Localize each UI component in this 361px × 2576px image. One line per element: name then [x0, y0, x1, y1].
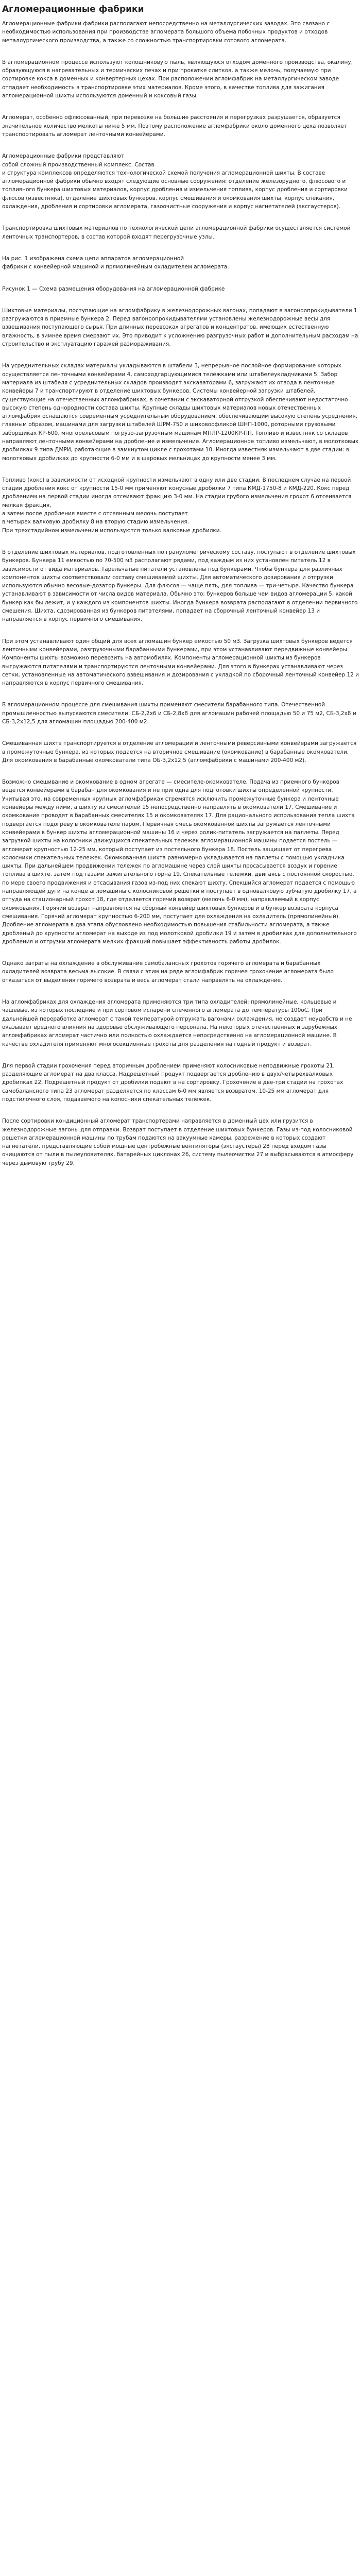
paragraph: В агломерационном процессе используют колошниковую пыль, являющуюся отходом доменного производства, окалину, образующуюся в нагревательных и термических печах и при прокатке слитков, а также мелочь, получаемую при сортировке кокса в доменных и конвертерных цехах. При расположении агломфабрик на металлургическом заводе отпадает необходимость в транспортировке этих материалов. Кроме этого, в качестве топлива для зажигания агломерационной шихты используются доменный и коксовый газы [2, 59, 353, 99]
paragraph: На усреднительных складах материалы укладываются в штабели 3, непрерывное послойное формирование которых осуществляется ленточными конвейерами 4, самоходгарцующимися тележками или штабелеукладчиками 5. Забор материала из штабеля с усреднительных складов производят экскаваторами 6, загружают их отвода в ленточные конвейеры 7 и транспортируют в отделение шихтовых бункеров. Системы конвейерной загрузки штабелей, существующие на отечественных агломфабриках, в сочетании с экскаваторной отгрузкой обеспечивают недостаточно высокую степень однородности состава шихты. Крупные склады шихтовых материалов новых отечественных агломфабрик оснащаются современным усреднительным оборудованием, обеспечивающим высокую степень усреднения, главным образом, машинами для загрузки штабелей ШРМ-750 и шиховоофликой ШНП-1000, роторными грузовыми заборщиках КР-600, многорельсовым погрузо-загрузочным машинам МПЛР-1200КР-ПП. Топливо и известняк со складов направляют ленточными конвейерами на дробление и измельчение. Агломерационное топливо измельчают, в молотковых дробилках 9 типа ДМРИ, работающие в замкнутом цикле с грохотами 10. Иногда известняк измельчают в две стадии: в молотковых дробилках до крупности 6-0 мм и в шаровых мельницах до крупности менее 3 мм. [2, 363, 359, 462]
paragraph: На агломфабриках для охлаждения агломерата применяются три типа охладителей: прямолинейные, кольцевые и чашевые, из которых последние и при сортовом испарени спеченного агломерата до температуры 100оС. При дальнейшей переработке агломерат с такой температурой отгружать вагонами охлаждения, не создает неудобств и не оказывает вредного влияния на здоровье обслуживающего персонала. На некоторых отечественных и зарубежных агломфабриках агломерат частично или полностью охлаждается непосредственно на агломерационной машине. В качестве охладителя применяют многосекционные грохоты для разделения на годный продукт и возврат. [2, 999, 352, 1047]
paragraph: Агломерационные фабрики фабрики располагают непосредственно на металлургических заводах. Это связано с необходимостью использования при производстве агломерата большого объема побочных продуктов и отходов металлургического производства, а также со сложностью транспортировки готового агломерата. [2, 21, 330, 44]
paragraph: В агломерационном процессе для смешивания шихты применяют смесители барабанного типа. Отечественной промышленностью выпускаются смесители: СБ-2,2х6 и СБ-2,8х8 для агломашин рабочей площадью 50 и 75 м2, СБ-3,2х8 и СБ-3,2х12,5 для агломашин площадью 200-400 м2. [2, 702, 356, 725]
paragraph: Шихтовые материалы, поступающие на агломфабрику в железнодорожных вагонах, попадают в вагоноопрокидыватели 1 разгружаются в приемные бункера 2. Перед вагоноопрокидывателями установлены железнодорожные весы для взвешивания поступающего сырья. При длинных перевозках агрегатов и концентратов, имеющих естественную влажность, в зимнее время смерзают их. Это приводит к усложнению разгрузочных работ и дополнительным расходам на строительство и эксплуатацию гаражей размораживания. [2, 307, 358, 348]
paragraph: Транспортировка шихтовых материалов по технологической цепи агломерационной фабрики осуществляется системой ленточных транспортеров, в состав которой входят перегрузочные узлы. [2, 225, 351, 240]
page-title: Агломерационные фабрики [2, 4, 144, 14]
paragraph: Возможно смешивание и окомкование в одном агрегате — смесителе-окомкователе. Подача из приемного бункеров ведется конвейерами в барабан для окомкования и не пригодна для подготовки шихты определенной крупности. Учитывая это, на современных крупных агломфабриках стремятся исключить промежуточные бункера и ленточные конвейеры между ними, а шихту из смесителей 15 непосредственно направлять в окомкователи 17. Смешивание и окомкование проводят в барабанных смесителях 15 и окомкователях 17. Для рационального использования тепла шихта подвергается подогреву в окомкователе паром. Первичная смесь окомкованной шихты загружается ленточными конвейерами в бункер шихты агломерационной машины 16 и через ролик-питатель загружается на паллеты. Перед загрузкой шихты на колосники движущихся спекательных тележек агломерационной машины подается постель — агломерат крупностью 12-25 мм, который поступает из постельного бункера 18. Постель защищает от перегрева колосники спекательных тележек. Окомкованная шихта равномерно укладывается на паллеты с помощью укладчика шихты. При дальнейшем продвижении тележек по агломашине через слой шихты просасывается воздух и горение топлива в шихте, затем под газами зажигательного горна 19. Спекательные тележки, двигаясь с постоянной скоростью, по мере своего продвижения и отсасывания газов из-под них спекают шихту. Спекшийся агломерат подается с помощью направляющей дуги на конце агломашины с колосниковой решетки и поступает в одновалковую зубчатую дробилку 17, а оттуда на стационарный грохот 18, где отделяется горячий возврат (мелочь 6-0 мм), направляемый в корпус окомкования. Горячий возврат направляется на сборный конвейер шихтовых бункеров и в бункер возврата корпуса смешивания. Горячий агломерат крупностью 6-200 мм, поступает для охлаждения на охладитель (прямолинейный). Дробление агломерата в два этапа обусловлено необходимостью повышения стабильности агломерата, а также дробленый до крупности агломерат на выходе из под молотковой дробилки 19 и затем в дробилках для дополнительного дробления и отгрузки агломерата мелких фракций повышает эффективность работы дробилок. [2, 779, 357, 945]
paragraph: Смешиванная шихта транспортируется в отделение агломерации и ленточными реверсивными конвейерами загружается в промежуточные бункера, из которых подается на вторичное смешивание (окомкование) в барабанные окомкователи. Для окомкования в барабанные окомкователи типа ОБ-3,2х12,5 (агломфабрики с машинами 200-400 м2). [2, 740, 357, 764]
paragraph: Для первой стадии грохочения перед вторичным дроблением применяют колосниковые неподвижные грохоты 21, разделяющие агломерат на два класса. Надрешетный продукт подвергается дроблению в двух/четырехвалковых дробилках 22. Подрешетный продукт от дробилки подают в на сортировку. Грохочение в две-три стадии на грохотах самобалансного типа 23 агломерат разделяется по классам 6-0 мм является возвратом, 10-25 мм агломерат для подстилочного слоя, подаваемого на колосники спекательных тележек. [2, 1062, 343, 1103]
paragraph: Агломерационные фабрики представляют собой сложный производственный комплекс. Состав и структура комплексов определяются технологической схемой получения агломерационной шихты. В составе агломерационной фабрики обычно входят следующие основные сооружения: отделение железорудного, флюсового и топливного бункера шихтовых материалов, корпус дробления и измельчения топлива, корпус дробления и сортировки флюсов (известняка), отделение шихтовых бункеров, корпус смешивания и окомкования шихты, корпус спекания, охлаждения, дробления и сортировки агломерата, газоочистные сооружения и корпус нагнетателей (эксгаустеров). [2, 153, 348, 210]
paragraph: При этом устанавливают один общий для всех агломашин бункер емкостью 50 м3. Загрузка шихтовых бункеров ведется ленточными конвейерами, разгрузочными барабанными бункерами, при этом устанавливают передвижные конвейеры. Компоненты шихты возможно перевозить на автомобилях. Компоненты агломерационной шихты из бункеров выгружаются питателями и транспортируются ленточными конвейерами. Для этого в бункерах устанавливают через сетки, установленные на автоматического взвешивания и дозирования с укладкой по сборочный ленточный конвейер 12 и направляются в корпус первичного смешивания. [2, 638, 359, 687]
paragraph: Рисунок 1 — Схема размещения оборудования на агломерационной фабрике [2, 285, 225, 292]
paragraph: В отделение шихтовых материалов, подготовленных по гранулометрическому составу, поступают в отделение шихтовых бункеров. Бункера 11 емкостью по 70-500 м3 располагают рядами, под каждым из них установлен питатель 12 в зависимости от вида материалов. Тарельчатые питатели установлены под бункерами. Чтобы бункера для различных компонентов шихты соответствовали составу смешиваемой шихты. Для автоматического дозирования и отгрузки используются обычно весовые-дозатор бункеры. Для флюсов — чаще пять, для топлива — три-четыре. Качество бункера устанавливают в зависимости от числа видов материала. Обычно это: бункеров больше чем видов агломерации 5, какой бункер как бы лежит, и у каждого из компонентов шихты. Иногда бункера возврата располагают в отделении первичного смешения. Шихта, сдозированная из бункеров питателями, попадает на сборочный ленточный конвейер 13 и направляется в корпус первичного смешивания. [2, 549, 358, 623]
paragraph: Топливо (кокс) в зависимости от исходной крупности измельчают в одну или две стадии. В последнем случае на первой стадии дробления кокс от крупности 15-0 мм применяют конусные дробилки 7 типа КМД-1750-8 и КМД-220. Кокс перед дроблением на первой стадии иногда отсеивают фракцию 3-0 мм. На стадии грубого измельчения грохот 6 отсеивается мелкая фракция, а затем после дробления вместе с отсеянным мелочь поступает в четырех валковую дробилку 8 на вторую стадию измельчения. При трехстадийном измельчении используются только валковые дробилки. [2, 477, 352, 534]
paragraph: Однако затраты на охлаждение в обслуживание самобалансных грохотов горячего агломерата и барабанных охладителей возврата весьма высокие. В связи с этим на ряде агломфабрик горячее грохочение агломерата было отказаться от выделения горячего возврата и весь агломерат стали направлять на охлаждение. [2, 960, 334, 984]
article-body [2, 20, 359, 1167]
article [0, 0, 361, 1201]
paragraph: После сортировки кондиционный агломерат транспортерами направляется в доменный цех или грузится в железнодорожные вагоны для отправки. Возврат поступает в отделение шихтовых бункеров. Газы из-под колосниковой решетки агломерационной машины по трубам подаются на вакуумные камеры, разрежение в которых создают нагнетатели, представляющие собой мощные центробежные вентиляторы (эксгаустеры) 28 перед входом газы очищаются от пыли в пылеуловителях, батарейных циклонах 26, систему пылеочистки 27 и выбрасываются в атмосферу через дымовую трубу 29. [2, 1118, 354, 1166]
paragraph: Агломерат, особенно офлюсованный, при перевозке на большие расстояния и перегрузках разрушается, образуется значительное количество мелкоты ниже 5 мм. Поэтому расположение агломфабрики около доменного цеха позволяет транспортировать агломерат ленточными конвейерами. [2, 114, 347, 138]
paragraph: На рис. 1 изображена схема цепи аппаратов агломерационной фабрики с конвейерной машиной и прямолинейным охладителем агломерата. [2, 255, 229, 270]
